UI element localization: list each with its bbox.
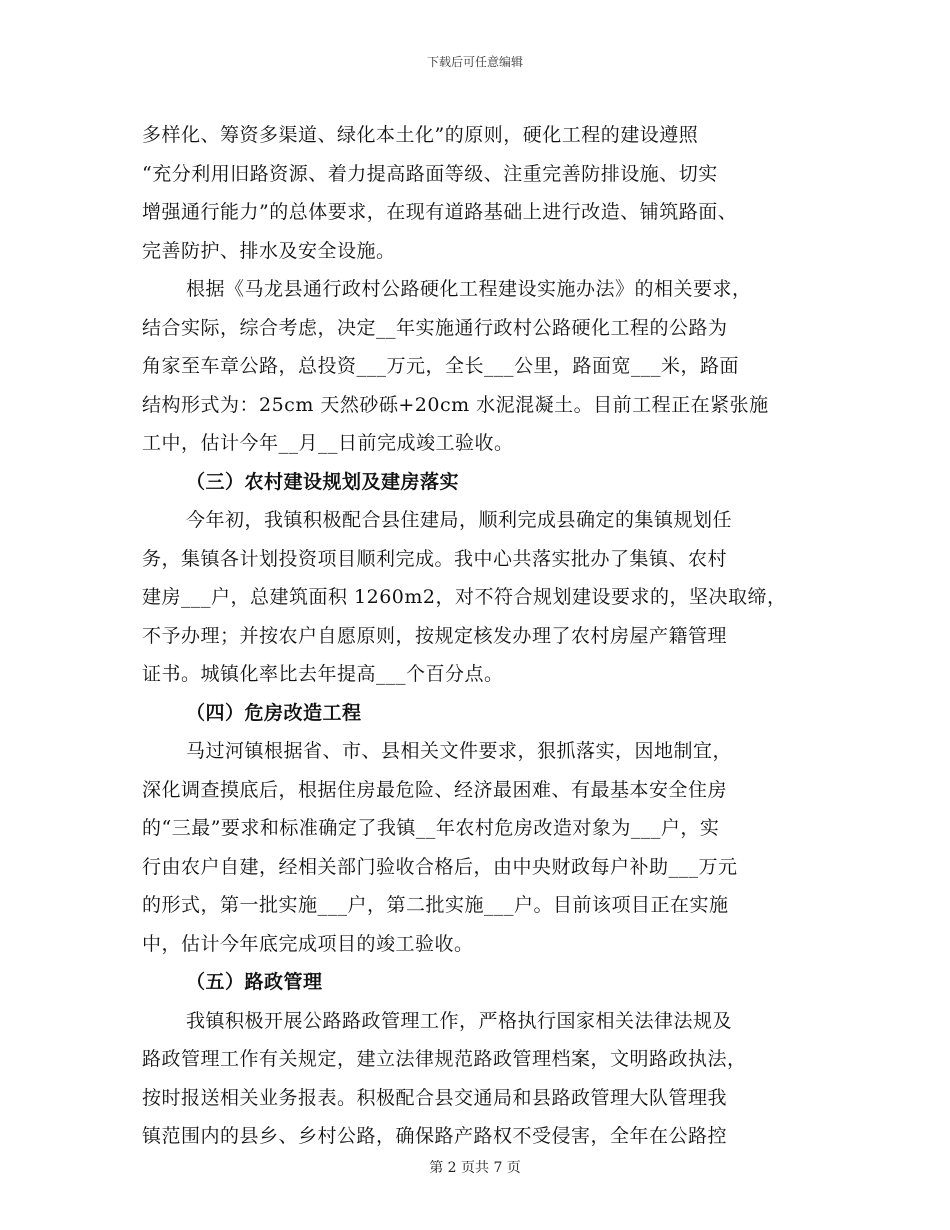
paragraph-line: 中，估计今年底完成项目的竣工验收。: [142, 932, 474, 955]
paragraph-line: 的形式，第一批实施___户，第二批实施___户。目前该项目正在实施: [142, 894, 729, 916]
paragraph-line: 镇范围内的县乡、乡村公路，确保路产路权不受侵害，全年在公路控: [142, 1125, 728, 1147]
paragraph-line: 角家至车章公路，总投资___万元，全长___公里，路面宽___米，路面: [142, 355, 740, 377]
paragraph-line: 根据《马龙县通行政村公路硬化工程建设实施办法》的相关要求，: [186, 278, 752, 300]
paragraph-line: 今年初，我镇积极配合县住建局，顺利完成县确定的集镇规划任: [186, 509, 733, 531]
paragraph-line: “充分利用旧路资源、着力提高路面等级、注重完善防排设施、切实: [142, 162, 718, 185]
paragraph-line: 工中，估计今年__月__日前完成竣工验收。: [142, 432, 514, 454]
paragraph-line: 务，集镇各计划投资项目顺利完成。我中心共落实批办了集镇、农村: [142, 547, 728, 570]
paragraph-line: 证书。城镇化率比去年提高___个百分点。: [142, 663, 504, 685]
paragraph-line: 多样化、筹资多渠道、绿化本土化”的原则，硬化工程的建设遵照: [142, 124, 699, 146]
paragraph-line: 完善防护、排水及安全设施。: [142, 239, 396, 262]
section-heading: （五）路政管理: [186, 971, 323, 993]
paragraph-line: 路政管理工作有关规定，建立法律规范路政管理档案，文明路政执法，: [142, 1048, 747, 1070]
section-heading: （四）危房改造工程: [186, 701, 362, 724]
paragraph-line: 建房___户，总建筑面积 1260m2，对不符合规划建设要求的，坚决取缔，: [142, 586, 787, 608]
page-header: 下载后可任意编辑: [426, 55, 523, 69]
page-footer: 第 2 页共 7 页: [429, 1160, 521, 1176]
paragraph-line: 我镇积极开展公路路政管理工作，严格执行国家相关法律法规及: [186, 1009, 733, 1032]
paragraph-line: 按时报送相关业务报表。积极配合县交通局和县路政管理大队管理我: [142, 1086, 728, 1109]
paragraph-line: 行由农户自建，经相关部门验收合格后，由中央财政每户补助___万元: [142, 855, 738, 878]
paragraph-line: 结构形式为：25cm 天然砂砾+20cm 水泥混凝土。目前工程正在紧张施: [142, 393, 769, 416]
paragraph-line: 的“三最”要求和标准确定了我镇__年农村危房改造对象为___户，实: [142, 817, 720, 839]
paragraph-line: 增强通行能力”的总体要求，在现有道路基础上进行改造、铺筑路面、: [142, 201, 738, 223]
section-heading: （三）农村建设规划及建房落实: [186, 470, 460, 493]
paragraph-line: 马过河镇根据省、市、县相关文件要求，狠抓落实，因地制宜，: [186, 740, 733, 762]
paragraph-line: 深化调查摸底后，根据住房最危险、经济最困难、有最基本安全住房: [142, 778, 728, 801]
paragraph-line: 结合实际，综合考虑，决定__年实施通行政村公路硬化工程的公路为: [142, 316, 728, 339]
paragraph-line: 不予办理；并按农户自愿原则，按规定核发办理了农村房屋产籍管理: [142, 624, 728, 647]
document-body: [142, 116, 832, 1156]
